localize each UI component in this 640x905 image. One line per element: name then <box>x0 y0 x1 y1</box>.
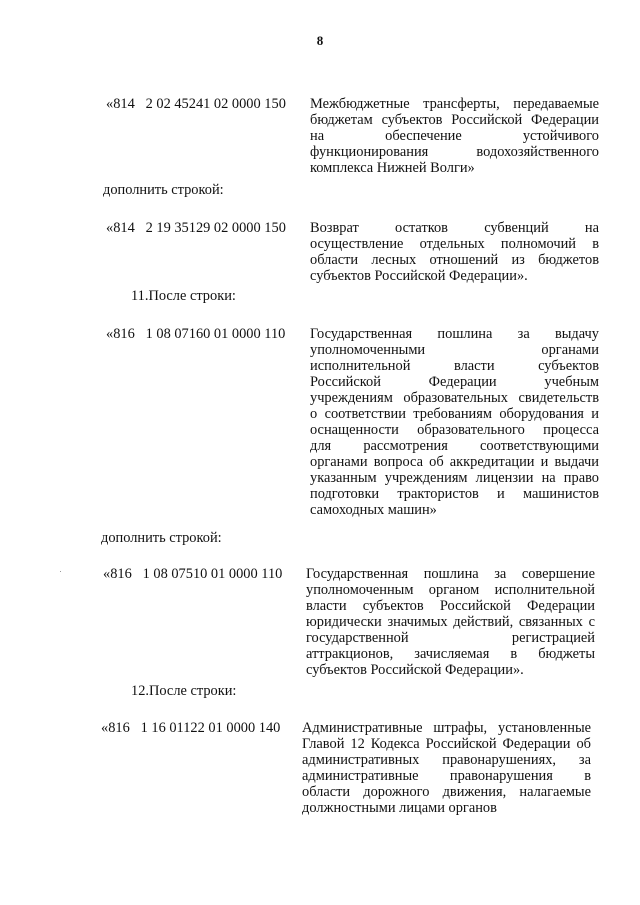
description-line: исполнительной власти субъектов <box>310 358 599 374</box>
description-line: административные правонарушения в <box>302 768 591 784</box>
description-line: функционирования водохозяйственного <box>310 144 599 160</box>
budget-description-5 <box>302 720 591 816</box>
description-line: указанным учреждениям лицензии на право <box>310 470 599 486</box>
description-line: уполномоченными органами <box>310 342 599 358</box>
description-line: Возврат остатков субвенций на <box>310 220 599 236</box>
description-line: бюджетам субъектов Российской Федерации <box>310 112 599 128</box>
budget-code-4: «816 1 08 07510 01 0000 110 <box>103 566 283 582</box>
description-line: должностными лицами органов <box>302 800 497 816</box>
description-line: комплекса Нижней Волги» <box>310 160 475 176</box>
description-line: юридически значимых действий, связанных с <box>306 614 595 630</box>
description-line: государственной регистрацией <box>306 630 595 646</box>
description-line: Государственная пошлина за совершение <box>306 566 595 582</box>
description-line: органами вопроса об аккредитации и выдачи <box>310 454 599 470</box>
scan-speck <box>60 571 61 572</box>
page-number: 8 <box>316 33 324 48</box>
description-line: субъектов Российской Федерации». <box>306 662 524 678</box>
description-line: подготовки трактористов и машинистов <box>310 486 599 502</box>
description-line: самоходных машин» <box>310 502 437 518</box>
budget-description-3 <box>310 326 599 518</box>
description-line: Главой 12 Кодекса Российской Федерации об <box>302 736 591 752</box>
budget-code-1: «814 2 02 45241 02 0000 150 <box>106 96 286 112</box>
description-line: учреждениям образовательных свидетельств <box>310 390 599 406</box>
description-line: власти субъектов Российской Федерации <box>306 598 595 614</box>
description-line: осуществление отдельных полномочий в <box>310 236 599 252</box>
budget-description-2 <box>310 220 599 284</box>
description-line: Государственная пошлина за выдачу <box>310 326 599 342</box>
description-line: на обеспечение устойчивого <box>310 128 599 144</box>
description-line: аттракционов, зачисляемая в бюджеты <box>306 646 595 662</box>
description-line: для рассмотрения соответствующими <box>310 438 599 454</box>
description-line: Межбюджетные трансферты, передаваемые <box>310 96 599 112</box>
description-line: уполномоченным органом исполнительной <box>306 582 595 598</box>
instruction-after-row-11: 11.После строки: <box>131 288 236 304</box>
budget-description-1 <box>310 96 599 176</box>
instruction-add-row: дополнить строкой: <box>103 182 224 198</box>
instruction-after-row-12: 12.После строки: <box>131 683 237 699</box>
budget-code-2: «814 2 19 35129 02 0000 150 <box>106 220 286 236</box>
description-line: Административные штрафы, установленные <box>302 720 591 736</box>
budget-code-3: «816 1 08 07160 01 0000 110 <box>106 326 286 342</box>
budget-description-4 <box>306 566 595 678</box>
description-line: субъектов Российской Федерации». <box>310 268 528 284</box>
description-line: административных правонарушениях, за <box>302 752 591 768</box>
description-line: области дорожного движения, налагаемые <box>302 784 591 800</box>
description-line: о соответствии требованиям оборудования и <box>310 406 599 422</box>
description-line: области лесных отношений из бюджетов <box>310 252 599 268</box>
budget-code-5: «816 1 16 01122 01 0000 140 <box>101 720 281 736</box>
description-line: оснащенности образовательного процесса <box>310 422 599 438</box>
instruction-add-row: дополнить строкой: <box>101 530 222 546</box>
description-line: Российской Федерации учебным <box>310 374 599 390</box>
